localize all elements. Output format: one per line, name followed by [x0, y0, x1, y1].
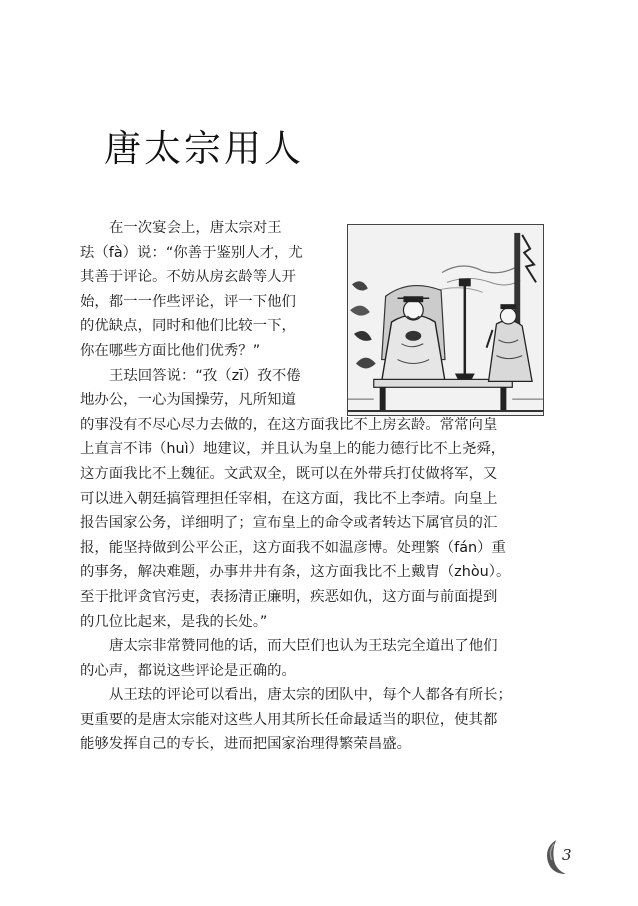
text-line: 其善于评论。不妨从房玄龄等人开 [80, 269, 296, 286]
text-line: 珐（fà）说：“你善于鉴别人才，尤 [80, 244, 303, 261]
text-line: 更重要的是唐太宗能对这些人用其所长任命最适当的职位，使其都 [80, 711, 498, 728]
text-line: 的几位比起来，是我的长处。” [80, 613, 268, 630]
page-number-badge [542, 836, 582, 876]
text-line: 始，都一一作些评论，评一下他们 [80, 293, 296, 310]
text-line: 报告国家公务，详细明了；宣布皇上的命令或者转达下属官员的汇 [80, 515, 498, 532]
page-number: 3 [562, 846, 572, 864]
text-line: 从王珐的评论可以看出，唐太宗的团队中，每个人都各有所长； [109, 687, 512, 704]
text-line: 王珐回答说：“孜（zī）孜不倦 [109, 367, 301, 384]
text-line: 报，能坚持做到公平公正，这方面我不如温彦博。处理繁（fán）重 [80, 539, 506, 556]
text-line: 至于批评贪官污吏，表扬清正廉明，疾恶如仇，这方面与前面提到 [80, 588, 498, 605]
text-line: 可以进入朝廷搞管理担任宰相，在这方面，我比不上李靖。向皇上 [80, 490, 498, 507]
text-line: 的事没有不尽心尽力去做的，在这方面我比不上房玄龄。常常向皇 [80, 416, 498, 433]
text-line: 能够发挥自己的专长，进而把国家治理得繁荣昌盛。 [80, 736, 411, 753]
text-line: 你在哪些方面比他们优秀？” [80, 342, 261, 359]
text-line: 上直言不讳（huì）地建议，并且认为皇上的能力德行比不上尧舜， [80, 441, 506, 458]
text-line: 这方面我比不上魏征。文武双全，既可以在外带兵打仗做将军，又 [80, 465, 498, 482]
text-line: 在一次宴会上，唐太宗对王 [109, 220, 282, 236]
text-line: 的优缺点，同时和他们比较一下， [80, 318, 296, 335]
article-body [80, 216, 548, 757]
text-line: 地办公，一心为国操劳，凡所知道 [80, 392, 296, 409]
page-title: 唐太宗用人 [104, 127, 304, 170]
text-line: 的事务，解决难题，办事井井有条，这方面我比不上戴胄（zhòu）。 [80, 564, 511, 581]
text-line: 唐太宗非常赞同他的话，而大臣们也认为王珐完全道出了他们 [109, 638, 498, 655]
text-line: 的心声，都说这些评论是正确的。 [80, 662, 296, 679]
